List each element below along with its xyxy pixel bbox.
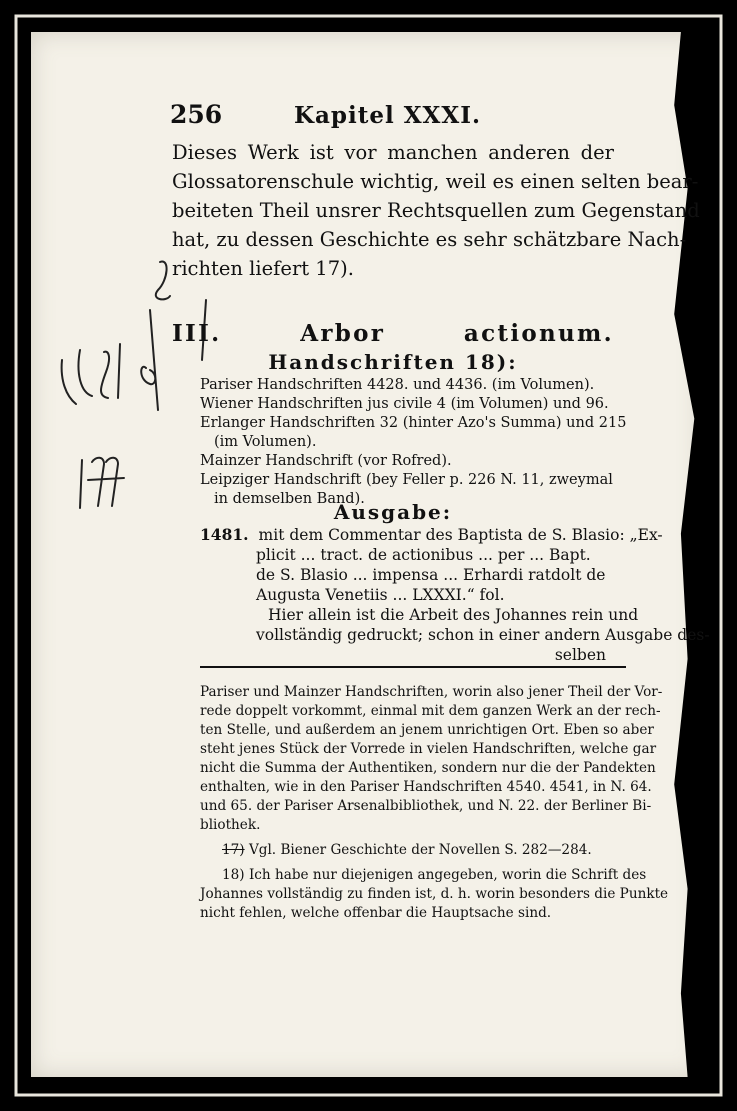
footnote-text: Vgl. Biener Geschichte der Novellen S. 282—284. [248,842,592,858]
footnote-line: enthalten, wie in den Pariser Handschriften 4540. 4541, in N. 64. [200,779,652,795]
body-line: Dieses Werk ist vor manchen anderen der [172,141,614,164]
section-heading [172,320,614,347]
footnote-line: rede doppelt vorkommt, einmal mit dem ganzen Werk an der rech- [200,703,661,719]
footnote-line: nicht die Summa der Authentiken, sondern nur die der Pandekten [200,760,656,776]
edition-line: de S. Blasio ... impensa ... Erhardi ratdolt de [256,566,606,584]
edition-heading: Ausgabe: [333,500,453,524]
footnote-rule [200,666,626,668]
edition-line: plicit ... tract. de actionibus ... per ... Bapt. [256,546,591,564]
list-item: in demselben Band). [214,491,365,507]
edition-line: Hier allein ist die Arbeit des Johannes rein und [268,606,639,624]
section-title: Arbor actionum. [300,320,614,347]
footnote-17 [200,841,626,860]
footnote-18 [200,866,647,885]
body-paragraph [172,138,700,283]
page-number: 256 [170,100,223,129]
list-item: (im Volumen). [214,434,317,450]
list-item: Wiener Handschriften jus civile 4 (im Volumen) und 96. [200,396,609,412]
list-item: Leipziger Handschrift (bey Feller p. 226 N. 11, zweymal [200,472,613,488]
running-head: Kapitel XXXI. [294,102,482,129]
footnote-line: Johannes vollständig zu finden ist, d. h. worin besonders die Punkte [200,886,669,902]
footnote-line: ten Stelle, und außerdem an jenem unrichtigen Ort. Eben so aber [200,722,654,738]
footnote-line: bliothek. [200,817,261,833]
section-number: III. [172,320,222,347]
footnote-text: Ich habe nur diejenigen angegeben, worin die Schrift des [248,867,647,883]
edition-year: 1481. [200,525,249,544]
body-line: richten liefert 17). [172,257,354,280]
list-item: Mainzer Handschrift (vor Rofred). [200,453,452,469]
footnote-line: nicht fehlen, welche offenbar die Hauptsache sind. [200,905,552,921]
edition-entry [200,525,710,665]
edition-line [200,525,663,545]
edition-line: vollständig gedruckt; schon in einer andern Ausgabe des- [256,626,710,644]
body-line: beiteten Theil unsrer Rechtsquellen zum Gegenstand [172,199,700,222]
body-line: Glossatorenschule wichtig, weil es einen selten bear- [172,170,699,193]
body-line: hat, zu dessen Geschichte es sehr schätzbare Nach- [172,228,687,251]
footnote-line: und 65. der Pariser Arsenalbibliothek, und N. 22. der Berliner Bi- [200,798,652,814]
footnote-line: Pariser und Mainzer Handschriften, worin also jener Theil der Vor- [200,684,663,700]
footnotes [200,683,669,923]
manuscripts-list [200,376,627,509]
footnote-line: steht jenes Stück der Vorrede in vielen Handschriften, welche gar [200,741,657,757]
edition-line: selben [554,646,606,664]
footnote-marker: 18) [222,867,245,883]
page-header [170,100,610,140]
edition-text: mit dem Commentar des Baptista de S. Blasio: „Ex- [258,526,663,544]
footnote-marker: 17) [222,842,245,858]
manuscripts-heading: Handschriften 18): [268,350,518,374]
list-item: Erlanger Handschriften 32 (hinter Azo's Summa) und 215 [200,415,627,431]
edition-line: Augusta Venetiis ... LXXXI.“ fol. [256,586,505,604]
list-item: Pariser Handschriften 4428. und 4436. (im Volumen). [200,377,595,393]
